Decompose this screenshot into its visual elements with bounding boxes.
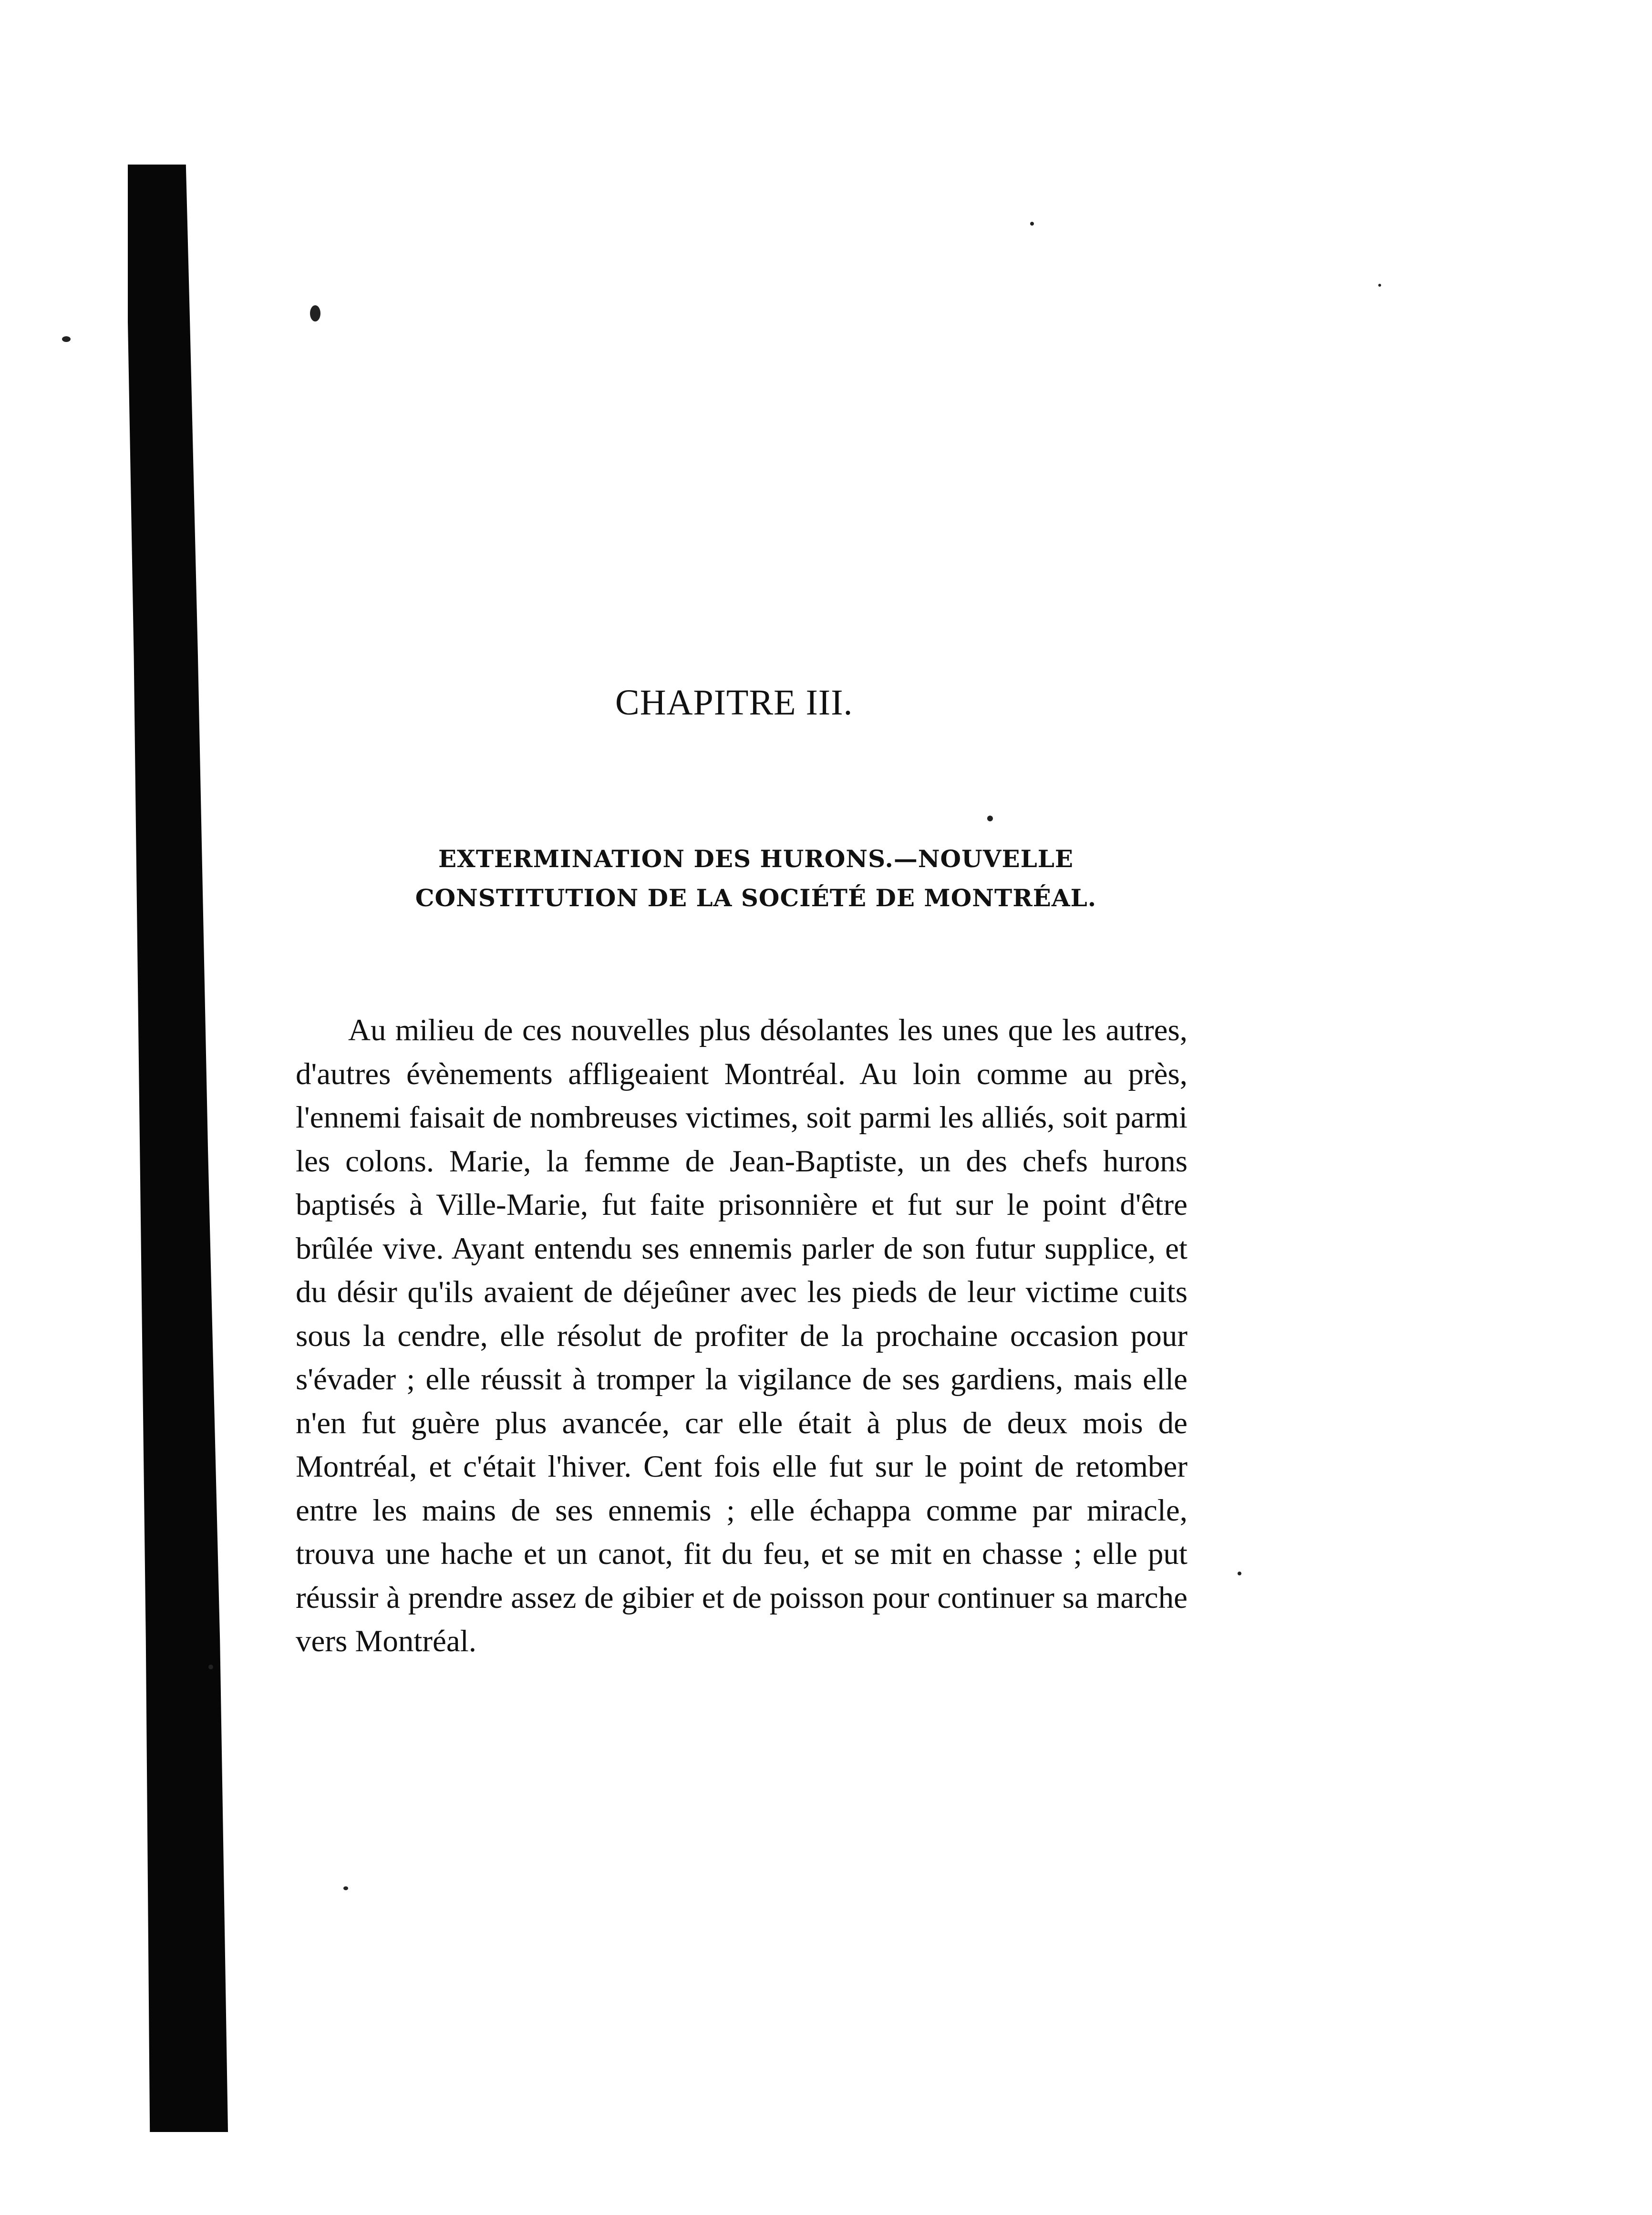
scan-speck bbox=[1238, 1572, 1241, 1575]
scan-speck bbox=[62, 336, 71, 342]
binding-shadow bbox=[128, 165, 228, 2132]
chapter-subtitle: EXTERMINATION DES HURONS.—NOUVELLE CONSTITUTION DE LA SOCIÉTÉ DE MONTRÉAL. bbox=[415, 845, 1097, 912]
body-paragraph: Au milieu de ces nouvelles plus désolantes les unes que les autres, d'autres évènements affligeaient Montréal. Au loin comme au près, l'ennemi faisait de nombreuses victimes, soit parmi les alliés, soit parmi les colons. Marie, la femme de Jean-Baptiste, un des chefs hurons baptisés à Ville-Marie, fut faite prisonnière et fut sur le point d'être brûlée vive. Ayant entendu ses ennemis parler de son futur supplice, et du désir qu'ils avaient de déjeûner avec les pieds de leur victime cuits sous la cendre, elle résolut de profiter de la prochaine occasion pour s'évader ; elle réussit à tromper la vigilance de ses gardiens, mais elle n'en fut guère plus avancée, car elle était à plus de deux mois de Montréal, et c'était l'hiver. Cent fois elle fut sur le point de retomber entre les mains de ses ennemis ; elle échappa comme par miracle, trouva une hache et un canot, fit du feu, et se mit en chasse ; elle put réussir à prendre assez de gibier et de poisson pour continuer sa marche vers Montréal. bbox=[296, 1013, 1187, 1658]
scan-speck bbox=[1378, 284, 1381, 287]
chapter-title: CHAPITRE III. bbox=[615, 683, 853, 723]
scan-speck bbox=[987, 816, 993, 821]
scan-speck bbox=[1030, 222, 1034, 226]
scan-speck bbox=[208, 1665, 213, 1669]
scan-speck bbox=[310, 305, 320, 321]
scan-speck bbox=[343, 1886, 348, 1890]
